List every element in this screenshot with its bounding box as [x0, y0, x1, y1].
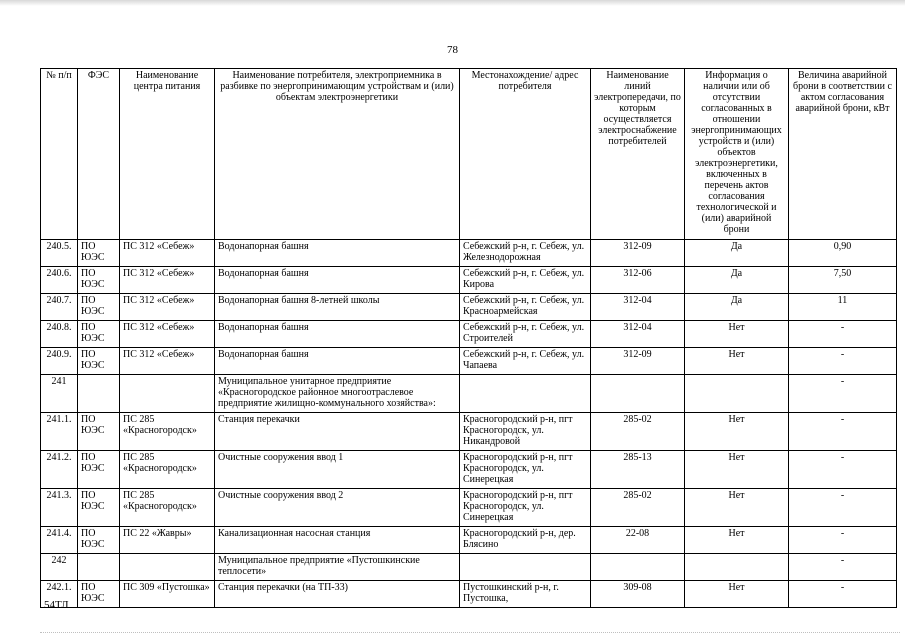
- footer-code: 54ТЛ: [44, 599, 69, 611]
- address-cell: [460, 375, 591, 413]
- scan-top-edge: [0, 0, 905, 6]
- row-number: 241.3.: [41, 489, 78, 527]
- info-cell: Да: [685, 294, 789, 321]
- center-cell: ПС 22 «Жавры»: [120, 527, 215, 554]
- info-cell: Нет: [685, 451, 789, 489]
- line-cell: 285-13: [591, 451, 685, 489]
- center-cell: ПС 312 «Себеж»: [120, 348, 215, 375]
- value-cell: -: [789, 413, 897, 451]
- address-cell: [460, 554, 591, 581]
- fes-cell: ПО ЮЭС: [78, 294, 120, 321]
- col-header-line: Наименование линий электропередачи, по которым осуществляется электроснабжение потребителей: [591, 69, 685, 240]
- table-row: [41, 527, 897, 554]
- consumer-cell: Водонапорная башня: [215, 267, 460, 294]
- line-cell: 312-04: [591, 294, 685, 321]
- row-number: 241.2.: [41, 451, 78, 489]
- info-cell: Нет: [685, 581, 789, 608]
- address-cell: Себежский р-н, г. Себеж, ул. Чапаева: [460, 348, 591, 375]
- col-header-fes: ФЭС: [78, 69, 120, 240]
- fes-cell: ПО ЮЭС: [78, 321, 120, 348]
- info-cell: [685, 375, 789, 413]
- value-cell: -: [789, 581, 897, 608]
- address-cell: Красногородский р-н, пгт Красногородск, ул. Синерецкая: [460, 489, 591, 527]
- line-cell: 312-06: [591, 267, 685, 294]
- fes-cell: ПО ЮЭС: [78, 413, 120, 451]
- info-cell: Нет: [685, 348, 789, 375]
- page-number: 78: [447, 44, 458, 56]
- table-row: [41, 413, 897, 451]
- info-cell: Нет: [685, 321, 789, 348]
- value-cell: -: [789, 554, 897, 581]
- consumer-cell: Водонапорная башня: [215, 240, 460, 267]
- table-row: [41, 348, 897, 375]
- table-row: [41, 267, 897, 294]
- table-row: [41, 321, 897, 348]
- line-cell: 312-04: [591, 321, 685, 348]
- fes-cell: ПО ЮЭС: [78, 240, 120, 267]
- col-header-num: № п/п: [41, 69, 78, 240]
- consumer-cell: Водонапорная башня: [215, 321, 460, 348]
- address-cell: Пустошкинский р-н, г. Пустошка,: [460, 581, 591, 608]
- address-cell: Себежский р-н, г. Себеж, ул. Кирова: [460, 267, 591, 294]
- value-cell: 7,50: [789, 267, 897, 294]
- row-number: 241.4.: [41, 527, 78, 554]
- row-number: 240.9.: [41, 348, 78, 375]
- line-cell: 309-08: [591, 581, 685, 608]
- consumer-cell: Станция перекачки: [215, 413, 460, 451]
- consumer-table: [40, 68, 897, 608]
- info-cell: Нет: [685, 413, 789, 451]
- fes-cell: ПО ЮЭС: [78, 451, 120, 489]
- col-header-info: Информация о наличии или об отсутствии согласованных в отношении энергопринимающих устройств и (или) объектов электроэнергетики, включенных в перечень актов согласования технологической и (или) аварийной брони: [685, 69, 789, 240]
- consumer-cell: Водонапорная башня 8-летней школы: [215, 294, 460, 321]
- line-cell: 312-09: [591, 240, 685, 267]
- address-cell: Красногородский р-н, дер. Блясино: [460, 527, 591, 554]
- address-cell: Себежский р-н, г. Себеж, ул. Красноармейская: [460, 294, 591, 321]
- info-cell: Да: [685, 240, 789, 267]
- line-cell: 22-08: [591, 527, 685, 554]
- table-row: [41, 451, 897, 489]
- address-cell: Красногородский р-н, пгт Красногородск, ул. Синерецкая: [460, 451, 591, 489]
- center-cell: ПС 312 «Себеж»: [120, 267, 215, 294]
- line-cell: 285-02: [591, 489, 685, 527]
- fes-cell: ПО ЮЭС: [78, 267, 120, 294]
- consumer-cell: Очистные сооружения ввод 2: [215, 489, 460, 527]
- consumer-cell: Муниципальное унитарное предприятие «Красногородское районное многоотраслевое предприятие жилищно-коммунального хозяйства»:: [215, 375, 460, 413]
- address-cell: Красногородский р-н, пгт Красногородск, ул. Никандровой: [460, 413, 591, 451]
- value-cell: -: [789, 527, 897, 554]
- value-cell: 0,90: [789, 240, 897, 267]
- table-row: [41, 489, 897, 527]
- value-cell: -: [789, 348, 897, 375]
- row-number: 240.6.: [41, 267, 78, 294]
- value-cell: 11: [789, 294, 897, 321]
- consumer-cell: Водонапорная башня: [215, 348, 460, 375]
- center-cell: ПС 312 «Себеж»: [120, 321, 215, 348]
- table-row: [41, 375, 897, 413]
- col-header-consumer: Наименование потребителя, электроприемника в разбивке по энергопринимающим устройствам и (или) объектам электроэнергетики: [215, 69, 460, 240]
- info-cell: Нет: [685, 527, 789, 554]
- consumer-cell: Муниципальное предприятие «Пустошкинские теплосети»: [215, 554, 460, 581]
- line-cell: 285-02: [591, 413, 685, 451]
- center-cell: ПС 285 «Красногородск»: [120, 489, 215, 527]
- value-cell: -: [789, 375, 897, 413]
- center-cell: ПС 285 «Красногородск»: [120, 451, 215, 489]
- center-cell: ПС 312 «Себеж»: [120, 294, 215, 321]
- value-cell: -: [789, 451, 897, 489]
- center-cell: ПС 309 «Пустошка»: [120, 581, 215, 608]
- row-number: 242: [41, 554, 78, 581]
- value-cell: -: [789, 321, 897, 348]
- center-cell: [120, 375, 215, 413]
- row-number: 242.1.: [41, 581, 78, 608]
- consumer-cell: Канализационная насосная станция: [215, 527, 460, 554]
- row-number: 241.1.: [41, 413, 78, 451]
- col-header-value: Величина аварийной брони в соответствии с актом согласования аварийной брони, кВт: [789, 69, 897, 240]
- fes-cell: ПО ЮЭС: [78, 489, 120, 527]
- fes-cell: ПО ЮЭС: [78, 348, 120, 375]
- fes-cell: ПО ЮЭС: [78, 527, 120, 554]
- fes-cell: [78, 375, 120, 413]
- line-cell: [591, 554, 685, 581]
- table-row: [41, 581, 897, 608]
- address-cell: Себежский р-н, г. Себеж, ул. Железнодорожная: [460, 240, 591, 267]
- table-row: [41, 554, 897, 581]
- row-number: 240.7.: [41, 294, 78, 321]
- row-number: 241: [41, 375, 78, 413]
- center-cell: [120, 554, 215, 581]
- line-cell: [591, 375, 685, 413]
- consumer-cell: Станция перекачки (на ТП-33): [215, 581, 460, 608]
- center-cell: ПС 285 «Красногородск»: [120, 413, 215, 451]
- col-header-address: Местонахождение/ адрес потребителя: [460, 69, 591, 240]
- fes-cell: [78, 554, 120, 581]
- info-cell: [685, 554, 789, 581]
- value-cell: -: [789, 489, 897, 527]
- row-number: 240.5.: [41, 240, 78, 267]
- table-row: [41, 294, 897, 321]
- consumer-cell: Очистные сооружения ввод 1: [215, 451, 460, 489]
- col-header-center: Наименование центра питания: [120, 69, 215, 240]
- table-row: [41, 240, 897, 267]
- address-cell: Себежский р-н, г. Себеж, ул. Строителей: [460, 321, 591, 348]
- info-cell: Нет: [685, 489, 789, 527]
- scan-bottom-edge: [40, 632, 900, 636]
- line-cell: 312-09: [591, 348, 685, 375]
- fes-cell: ПО ЮЭС: [78, 581, 120, 608]
- header-row: [41, 69, 897, 240]
- info-cell: Да: [685, 267, 789, 294]
- center-cell: ПС 312 «Себеж»: [120, 240, 215, 267]
- row-number: 240.8.: [41, 321, 78, 348]
